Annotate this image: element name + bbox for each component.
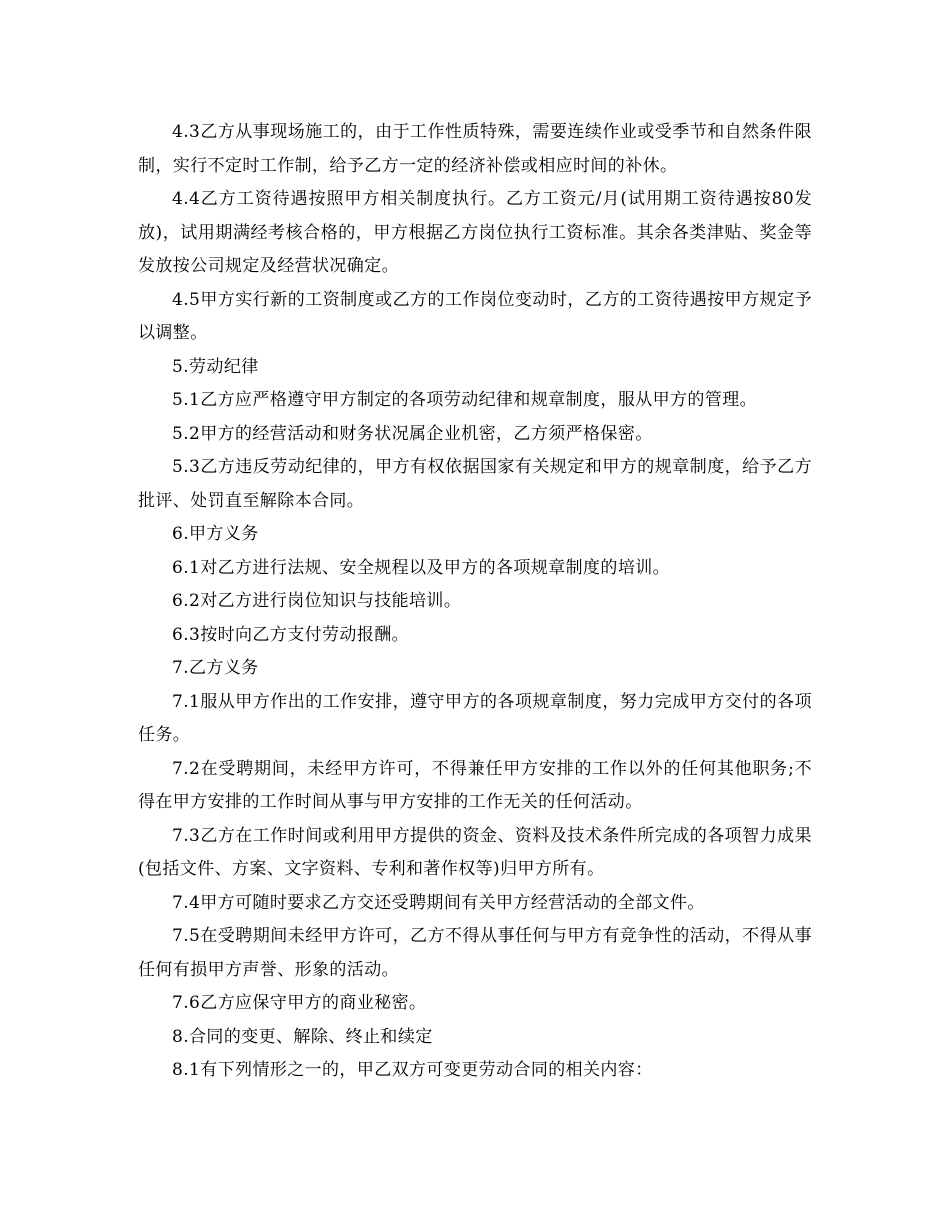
clause-4-4: 4.4乙方工资待遇按照甲方相关制度执行。乙方工资元/月(试用期工资待遇按80发放)，试用期满经考核合格的，甲方根据乙方岗位执行工资标准。其余各类津贴、奖金等发放按公司规定及经营状况确定。 bbox=[138, 189, 812, 276]
clause-7-5: 7.5在受聘期间未经甲方许可，乙方不得从事任何与甲方有竞争性的活动，不得从事任何有损甲方声誉、形象的活动。 bbox=[138, 926, 812, 980]
clause-4-5: 4.5甲方实行新的工资制度或乙方的工作岗位变动时，乙方的工资待遇按甲方规定予以调整。 bbox=[138, 289, 812, 343]
clause-7-1: 7.1服从甲方作出的工作安排，遵守甲方的各项规章制度，努力完成甲方交付的各项任务。 bbox=[138, 691, 812, 745]
clause-5-2: 5.2甲方的经营活动和财务状况属企业机密，乙方须严格保密。 bbox=[172, 423, 653, 444]
clause-7-2: 7.2在受聘期间，未经甲方许可，不得兼任甲方安排的工作以外的任何其他职务;不得在甲方安排的工作时间从事与甲方安排的工作无关的任何活动。 bbox=[138, 758, 812, 812]
section-8-heading: 8.合同的变更、解除、终止和续定 bbox=[172, 1026, 433, 1047]
section-5-heading: 5.劳动纪律 bbox=[172, 356, 259, 377]
clause-6-1: 6.1对乙方进行法规、安全规程以及甲方的各项规章制度的培训。 bbox=[172, 557, 671, 578]
clause-6-2: 6.2对乙方进行岗位知识与技能培训。 bbox=[172, 591, 462, 611]
clause-5-1: 5.1乙方应严格遵守甲方制定的各项劳动纪律和规章制度，服从甲方的管理。 bbox=[172, 390, 758, 410]
section-6-heading: 6.甲方义务 bbox=[172, 524, 259, 544]
clause-8-1: 8.1有下列情形之一的，甲乙双方可变更劳动合同的相关内容： bbox=[172, 1060, 653, 1080]
clause-6-3: 6.3按时向乙方支付劳动报酬。 bbox=[172, 624, 410, 645]
clause-7-3: 7.3乙方在工作时间或利用甲方提供的资金、资料及技术条件所完成的各项智力成果(包括文件、方案、文字资料、专利和著作权等)归甲方所有。 bbox=[138, 825, 812, 879]
clause-7-4: 7.4甲方可随时要求乙方交还受聘期间有关甲方经营活动的全部文件。 bbox=[172, 892, 705, 913]
document-body bbox=[138, 116, 812, 1088]
clause-4-3: 4.3乙方从事现场施工的，由于工作性质特殊，需要连续作业或受季节和自然条件限制，实行不定时工作制，给予乙方一定的经济补偿或相应时间的补休。 bbox=[138, 122, 812, 176]
clause-7-6: 7.6乙方应保守甲方的商业秘密。 bbox=[172, 993, 427, 1013]
section-7-heading: 7.乙方义务 bbox=[172, 658, 259, 678]
clause-5-3: 5.3乙方违反劳动纪律的，甲方有权依据国家有关规定和甲方的规章制度，给予乙方批评、处罚直至解除本合同。 bbox=[138, 457, 812, 511]
